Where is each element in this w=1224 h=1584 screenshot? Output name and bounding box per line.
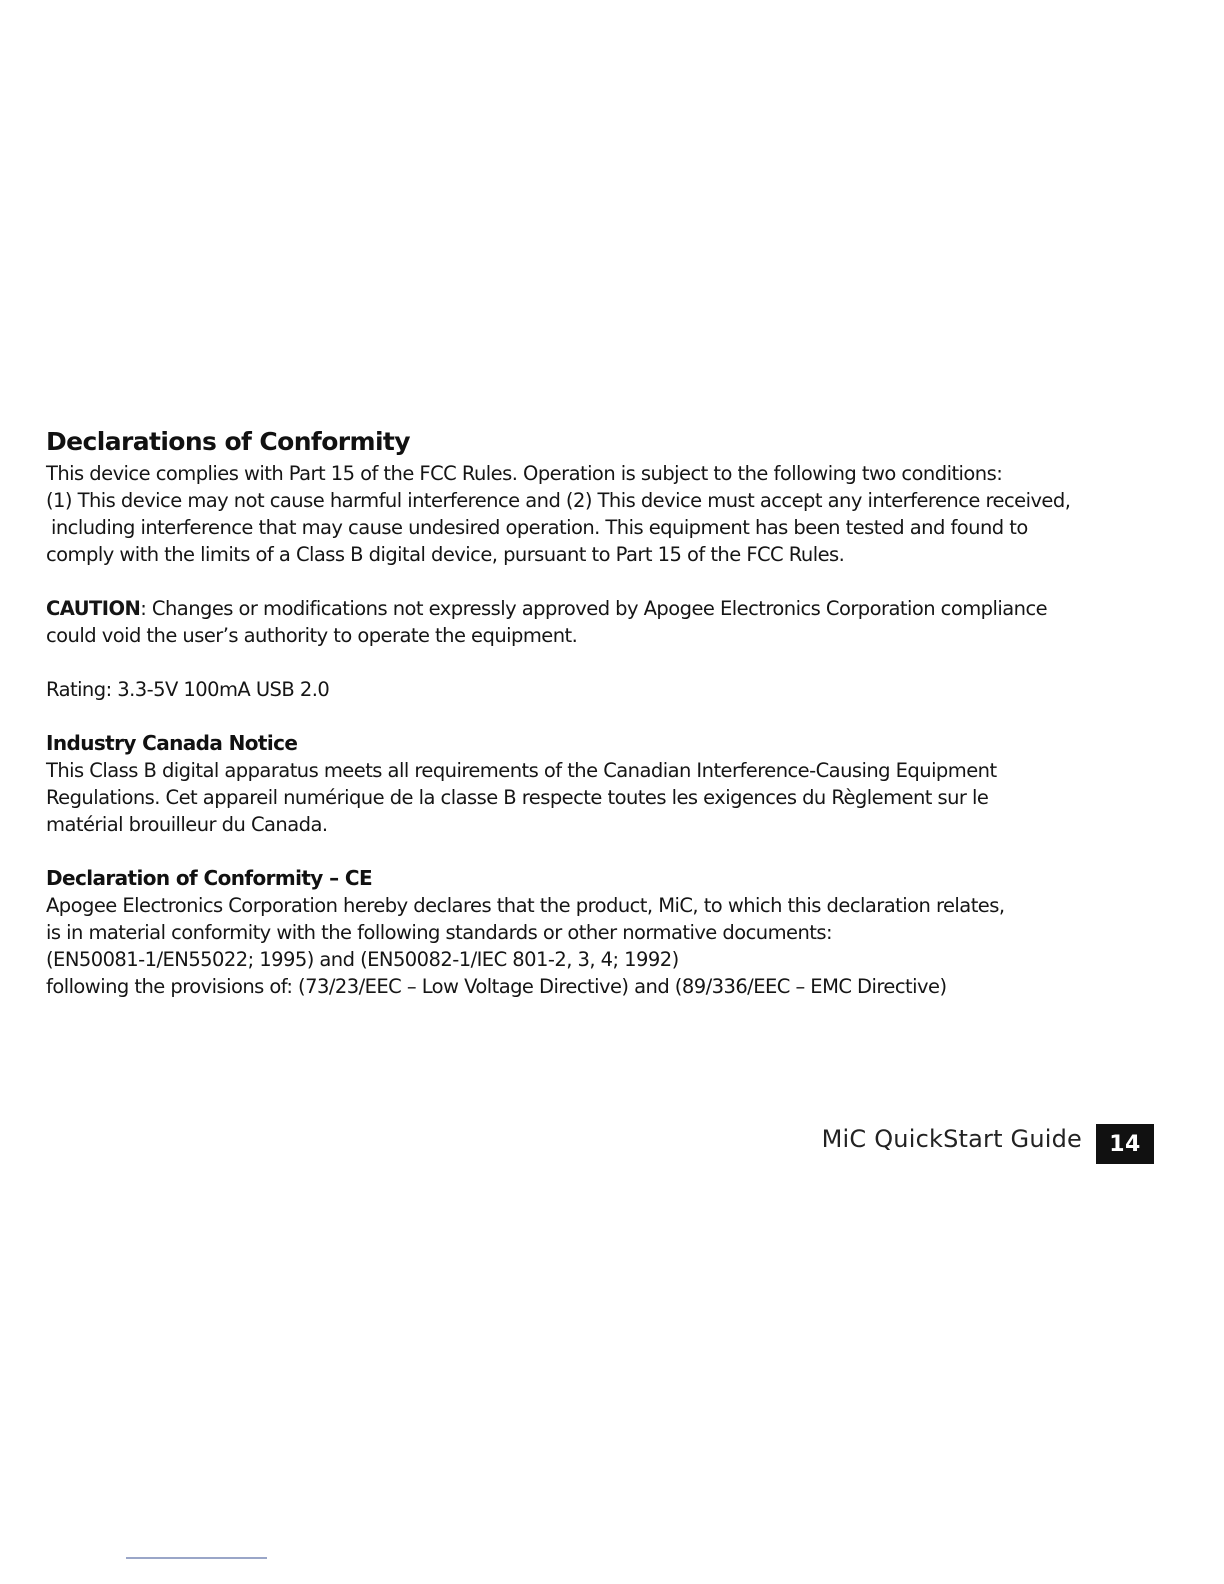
spacer: [46, 838, 1166, 865]
spacer: [46, 703, 1166, 730]
ce-declaration-heading: Declaration of Conformity – CE: [46, 866, 373, 890]
page-content: [46, 425, 1166, 1000]
rating-text: [46, 676, 1166, 703]
industry-canada-notice: [46, 757, 1166, 838]
spacer: [46, 568, 1166, 595]
page-number-badge: [1096, 1124, 1154, 1164]
industry-canada-line: This Class B digital apparatus meets all requirements of the Canadian Interference-Causing Equipment: [46, 759, 997, 782]
page-title: Declarations of Conformity: [46, 427, 410, 456]
spacer: [46, 649, 1166, 676]
fcc-line: This device complies with Part 15 of the FCC Rules. Operation is subject to the following two conditions:: [46, 462, 1003, 485]
industry-canada-line: matérial brouilleur du Canada.: [46, 813, 328, 836]
ce-line: Apogee Electronics Corporation hereby declares that the product, MiC, to which this declaration relates,: [46, 894, 1005, 917]
caution-text: : Changes or modifications not expressly approved by Apogee Electronics Corporation compliance: [140, 597, 1048, 620]
caution-label: CAUTION: [46, 597, 141, 620]
ce-line: is in material conformity with the following standards or other normative documents:: [46, 921, 833, 944]
page-number: 14: [1109, 1131, 1141, 1157]
ce-line: (EN50081-1/EN55022; 1995) and (EN50082-1/IEC 801-2, 3, 4; 1992): [46, 948, 679, 971]
fcc-line: (1) This device may not cause harmful interference and (2) This device must accept any interference received,: [46, 489, 1071, 512]
caution-line: [46, 595, 1166, 622]
ce-declaration: [46, 892, 1166, 1000]
fcc-line: comply with the limits of a Class B digital device, pursuant to Part 15 of the FCC Rules.: [46, 543, 845, 566]
ce-line: following the provisions of: (73/23/EEC – Low Voltage Directive) and (89/336/EEC – EMC Directive): [46, 975, 947, 998]
scan-artifact-line: [126, 1557, 267, 1559]
industry-canada-heading: Industry Canada Notice: [46, 731, 298, 755]
page-footer: [700, 1122, 1154, 1164]
fcc-statement: [46, 460, 1166, 568]
caution-line: could void the user’s authority to operate the equipment.: [46, 624, 578, 647]
industry-canada-line: Regulations. Cet appareil numérique de la classe B respecte toutes les exigences du Règlement sur le: [46, 786, 989, 809]
caution-statement: [46, 595, 1166, 649]
fcc-line: including interference that may cause undesired operation. This equipment has been tested and found to: [51, 516, 1028, 539]
rating-line: Rating: 3.3-5V 100mA USB 2.0: [46, 678, 330, 701]
guide-title: MiC QuickStart Guide: [821, 1125, 1082, 1153]
